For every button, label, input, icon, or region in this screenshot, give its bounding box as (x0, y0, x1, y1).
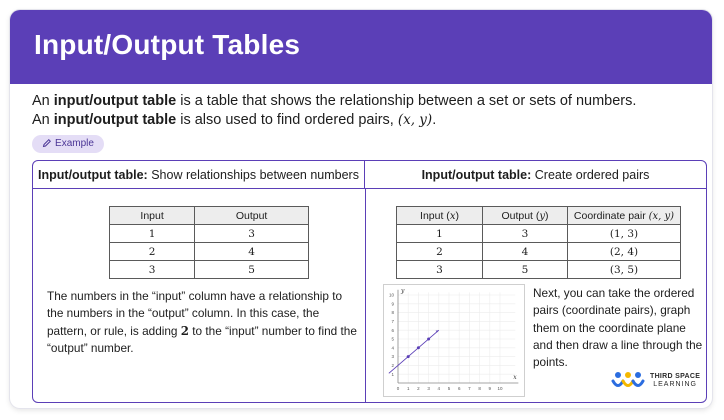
column-header-input (397, 207, 483, 225)
table-cell: 4 (195, 243, 309, 261)
table-cell: 4 (483, 243, 568, 261)
x-tick-label: 7 (468, 386, 471, 391)
left-io-table (109, 206, 309, 279)
description-number: 2 (180, 323, 189, 338)
description-text: The numbers in the “input” column have a relationship to the numbers in the “output” column. In this case, the pattern, or rule, is adding (47, 289, 343, 338)
x-tick-label: 8 (478, 386, 481, 391)
table-cell: 5 (483, 261, 568, 279)
logo-line-2: LEARNING (653, 381, 698, 388)
x-tick-label: 9 (488, 386, 492, 391)
x-tick-label: 6 (457, 386, 461, 391)
left-heading-bold: Input/output table: (38, 168, 148, 182)
left-heading-rest: Show relationships between numbers (147, 168, 359, 182)
y-tick-label: 4 (391, 345, 394, 351)
intro-text-segment: is a table that shows the relationship between a set or sets of numbers. (176, 93, 637, 109)
y-tick-label: 3 (391, 354, 394, 360)
right-description: Next, you can take the ordered pairs (coordinate pairs), graph them on the coordinate plane and then draw a line through the points. (533, 286, 703, 370)
page-title: Input/Output Tables (34, 29, 301, 60)
table-cell: 3 (195, 225, 309, 243)
ordered-pair-notation: (x, y) (648, 210, 675, 222)
table-cell: 3 (110, 261, 195, 279)
intro-text-segment: is also used to find ordered pairs, (176, 112, 398, 128)
lesson-card (10, 10, 712, 408)
table-cell: 2 (110, 243, 195, 261)
header-text: Input ( (420, 209, 450, 222)
y-tick-label: 7 (391, 319, 394, 324)
logo-line-1: THIRD SPACE (650, 373, 701, 380)
y-tick-label: 10 (388, 292, 394, 298)
x-tick-label: 10 (497, 386, 503, 391)
column-header-input: Input (110, 207, 195, 225)
x-tick-label: 0 (396, 386, 400, 391)
table-cell: (3, 5) (568, 261, 681, 279)
column-header-output (483, 207, 568, 225)
x-axis-label: x (513, 374, 517, 381)
header-text: ) (455, 209, 459, 222)
table-cell: 3 (397, 261, 483, 279)
column-header-coordinate-pair (568, 207, 681, 225)
table-row (397, 225, 681, 243)
series-line (389, 327, 439, 373)
right-heading-bold: Input/output table: (421, 168, 532, 182)
table-cell: (2, 4) (568, 243, 681, 261)
intro-bold-term: input/output table (53, 93, 177, 109)
right-heading-rest: Create ordered pairs (531, 168, 650, 182)
table-cell: 3 (483, 225, 568, 243)
header-text: Output ( (501, 209, 540, 222)
table-row (397, 243, 681, 261)
example-badge-label: Example (55, 138, 94, 149)
header-text: Coordinate pair (573, 209, 649, 222)
y-tick-label: 5 (391, 336, 394, 342)
x-tick-label: 4 (437, 386, 441, 391)
intro-text-segment: . (432, 112, 437, 128)
y-tick-label: 1 (391, 371, 394, 377)
table-cell: 2 (397, 243, 483, 261)
table-row (397, 261, 681, 279)
intro-line-1 (32, 92, 702, 111)
third-space-learning-logo (611, 366, 706, 396)
coordinate-plane (384, 285, 524, 396)
logo-mark-icon (611, 368, 647, 394)
pencil-icon (42, 138, 52, 148)
y-tick-label: 6 (391, 327, 394, 333)
column-header-output: Output (195, 207, 309, 225)
data-point (407, 355, 410, 358)
table-header-row (110, 207, 309, 225)
x-tick-label: 2 (417, 386, 420, 391)
intro-text (32, 92, 702, 130)
table-row (110, 261, 309, 279)
data-point (427, 338, 430, 341)
right-io-table (396, 206, 681, 279)
intro-text-segment: An (32, 112, 54, 128)
panel-divider (365, 189, 366, 403)
ordered-pair-notation: (x, y) (397, 112, 433, 128)
intro-text-segment: An (32, 93, 54, 109)
left-panel-heading (33, 161, 365, 189)
table-row (110, 243, 309, 261)
variable-x: x (449, 210, 456, 222)
y-tick-label: 9 (391, 301, 394, 307)
header-bar (10, 10, 712, 84)
data-point (417, 346, 420, 349)
y-axis-label: y (401, 287, 405, 295)
variable-y: y (539, 210, 546, 222)
logo-wordmark (650, 373, 700, 389)
table-cell: (1, 3) (568, 225, 681, 243)
example-panel (32, 160, 707, 403)
x-tick-label: 3 (427, 386, 430, 391)
y-tick-label: 2 (391, 363, 394, 368)
right-panel-heading (365, 161, 706, 189)
table-cell: 1 (397, 225, 483, 243)
table-cell: 1 (110, 225, 195, 243)
header-text: ) (545, 209, 549, 222)
table-header-row (397, 207, 681, 225)
x-tick-label: 1 (406, 386, 410, 391)
table-row (110, 225, 309, 243)
intro-line-2 (32, 111, 702, 130)
intro-bold-term: input/output table (53, 112, 177, 128)
x-tick-label: 5 (447, 386, 451, 391)
example-badge (32, 135, 104, 153)
table-cell: 5 (195, 261, 309, 279)
description-text: to the “input” number to find the “output” number. (47, 323, 357, 355)
left-description (47, 288, 361, 357)
y-tick-label: 8 (391, 310, 394, 316)
coordinate-graph (383, 284, 525, 397)
